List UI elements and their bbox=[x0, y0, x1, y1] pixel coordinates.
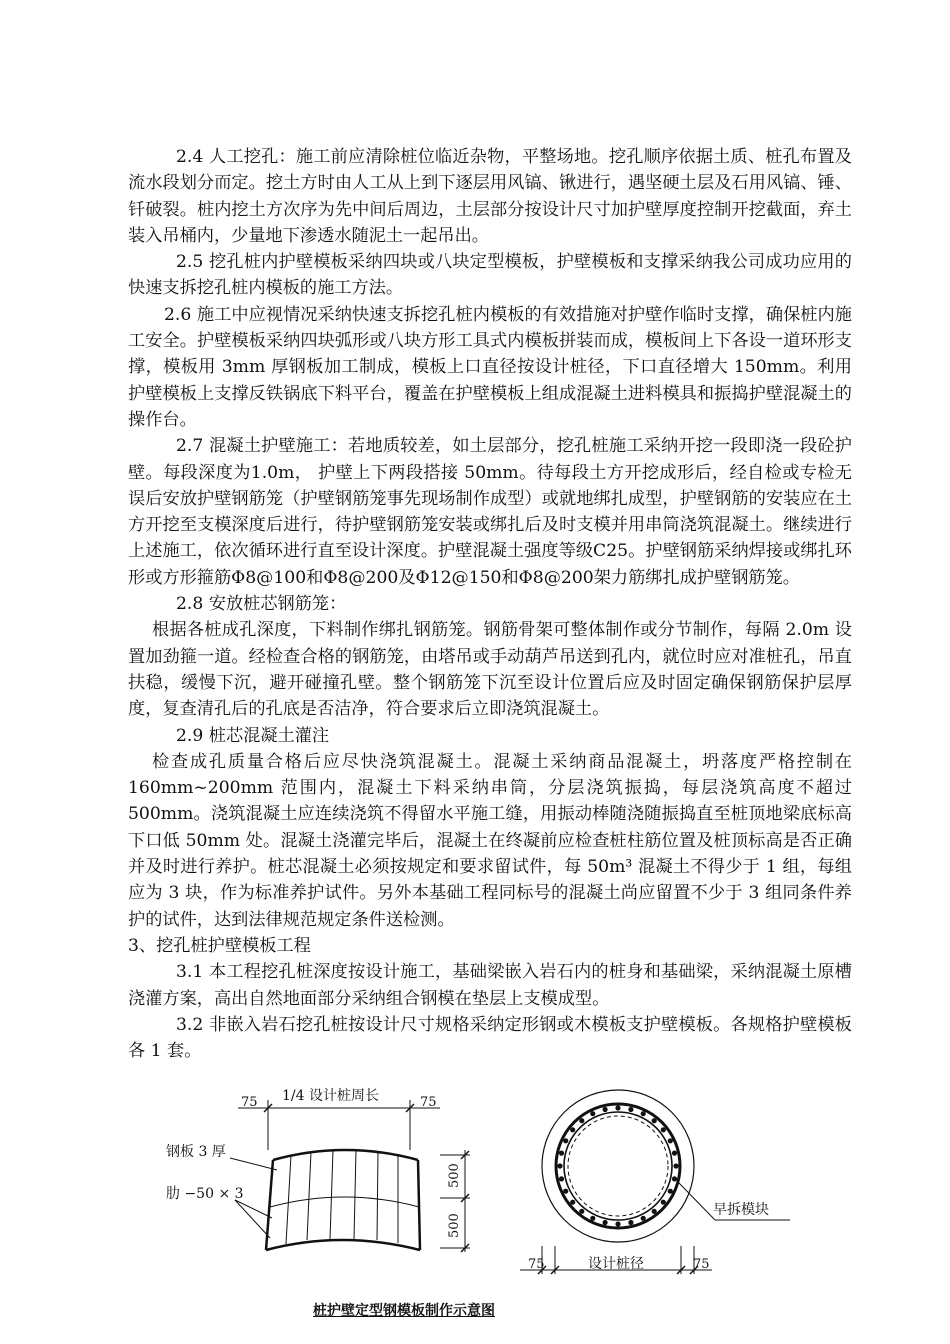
paragraph-2-5: 2.5 挖孔桩内护壁模板采纳四块或八块定型模板，护壁模板和支撑采纳我公司成功应用的快速支拆挖孔桩内模板的施工方法。 bbox=[128, 252, 852, 299]
paragraph-2-6: 2.6 施工中应视情况采纳快速支拆挖孔桩内模板的有效措施对护壁作临时支撑，确保桩内施工安全。护壁模板采纳四块弧形或八块方形工具式内模板拼装而成，模板间上下各设一道环形支撑，模板用 3mm 厚钢板加工制成，模板上口直径按设计桩径，下口直径增大 150mm。利用护壁模板上支撑反铁锅底下料平台，覆盖在护壁模板上组成混凝土进料模具和振捣护壁混凝土的操作台。 bbox=[128, 304, 852, 430]
rebar-dot bbox=[641, 1111, 646, 1116]
circular-section-drawing bbox=[520, 1090, 790, 1274]
rebar-dot bbox=[570, 1127, 575, 1132]
rebar-dot bbox=[628, 1220, 633, 1225]
rebar-dot bbox=[672, 1176, 677, 1181]
quarter-circumference-label: 1/4 设计桩周长 bbox=[282, 1088, 379, 1104]
rebar-dot bbox=[579, 1118, 584, 1123]
rebar-dot bbox=[603, 1220, 608, 1225]
rebar-dot bbox=[590, 1111, 595, 1116]
rebar-dot bbox=[652, 1118, 657, 1123]
rebar-dot bbox=[563, 1138, 568, 1143]
rebar-dot bbox=[668, 1138, 673, 1143]
body-text bbox=[128, 144, 852, 1064]
rebar-dot bbox=[603, 1107, 608, 1112]
paragraph-2-4: 2.4 人工挖孔：施工前应清除桩位临近杂物，平整场地。挖孔顺序依据土质、桩孔布置及流水段划分而定。挖土方时由人工从上到下逐层用风镐、锹进行，遇坚硬土层及石用风镐、锤、钎破裂。桩内挖土方次序为先中间后周边，土层部分按设计尺寸加护壁厚度控制开挖截面，弃土装入吊桶内，少量地下渗透水随泥土一起吊出。 bbox=[128, 147, 852, 246]
paragraph-2-7: 2.7 混凝土护壁施工：若地质较差，如土层部分，挖孔桩施工采纳开挖一段即浇一段砼护壁。每段深度为1.0m， 护壁上下两段搭接 50mm。待每段土方开挖成形后，经自检或专检无误后安放护壁钢筋笼（护壁钢筋笼事先现场制作成型）或就地绑扎成型，护壁钢筋的安装应在土方开挖至支模深度后进行，待护壁钢筋笼安装或绑扎后及时支模并用串筒浇筑混凝土。继续进行上述施工，依次循环进行直至设计深度。护壁混凝土强度等级C25。护壁钢筋采纳焊接或绑扎环形或方形箍筋Φ8@100和Φ8@200及Φ12@150和Φ8@200架力筋绑扎成护壁钢筋笼。 bbox=[128, 436, 852, 588]
quick-removal-module-label: 早拆模块 bbox=[713, 1202, 769, 1218]
rebar-dot bbox=[661, 1200, 666, 1205]
steel-panel-drawing bbox=[230, 1100, 470, 1252]
rebar-dot bbox=[673, 1163, 678, 1168]
rib-label: 肋 −50 × 3 bbox=[166, 1186, 244, 1202]
paragraph-2-8-heading: 2.8 安放桩芯钢筋笼： bbox=[176, 594, 347, 615]
paragraph-3-2: 3.2 非嵌入岩石挖孔桩按设计尺寸规格采纳定形钢或木模板支护壁模板。各规格护壁模板各 1 套。 bbox=[128, 1014, 852, 1062]
rebar-dot bbox=[615, 1221, 620, 1226]
rebar-dot bbox=[668, 1189, 673, 1194]
section-3-heading: 3、挖孔桩护壁模板工程 bbox=[128, 935, 311, 956]
steel-plate-label: 钢板 3 厚 bbox=[166, 1144, 226, 1160]
paragraph-2-9-heading: 2.9 桩芯混凝土灌注 bbox=[176, 725, 330, 746]
rebar-dot bbox=[615, 1105, 620, 1110]
rebar-dot bbox=[672, 1151, 677, 1156]
left-dim-75-b: 75 bbox=[420, 1095, 437, 1110]
height-500-top: 500 bbox=[447, 1163, 462, 1188]
left-dim-75-a: 75 bbox=[241, 1095, 258, 1110]
rebar-dot bbox=[652, 1209, 657, 1214]
paragraph-2-8-body: 根据各桩成孔深度，下料制作绑扎钢筋笼。钢筋骨架可整体制作或分节制作，每隔 2.0m 设置加劲箍一道。经检查合格的钢筋笼，由塔吊或手动葫芦吊送到孔内，就位时应对准桩孔，吊直扶稳，缓慢下沉，避开碰撞孔壁。整个钢筋笼下沉至设计位置后应及时固定确保钢筋保护层厚度，复查清孔后的孔底是否洁净，符合要求后立即浇筑混凝土。 bbox=[128, 620, 852, 720]
design-pile-diameter-label: 设计桩径 bbox=[588, 1256, 644, 1272]
right-dim-75-b: 75 bbox=[693, 1257, 710, 1272]
rebar-dot bbox=[570, 1200, 575, 1205]
rebar-dots bbox=[557, 1105, 678, 1226]
rebar-dot bbox=[628, 1107, 633, 1112]
height-500-bottom: 500 bbox=[447, 1213, 462, 1238]
right-dim-75-a: 75 bbox=[528, 1257, 545, 1272]
rebar-dot bbox=[559, 1151, 564, 1156]
figure-caption: 桩护壁定型钢模板制作示意图 bbox=[313, 1303, 495, 1319]
paragraph-3-1: 3.1 本工程挖孔桩深度按设计施工，基础梁嵌入岩石内的桩身和基础梁，采纳混凝土原槽浇灌方案，高出自然地面部分采纳组合钢模在垫层上支模成型。 bbox=[128, 962, 852, 1009]
rebar-dot bbox=[590, 1216, 595, 1221]
rebar-dot bbox=[661, 1127, 666, 1132]
rebar-dot bbox=[557, 1163, 562, 1168]
rebar-dot bbox=[563, 1189, 568, 1194]
rebar-dot bbox=[579, 1209, 584, 1214]
paragraph-2-9-body: 检查成孔质量合格后应尽快浇筑混凝土。混凝土采纳商品混凝土，坍落度严格控制在 160mm~200mm 范围内，混凝土下料采纳串筒，分层浇筑振捣，每层浇筑高度不超过 500mm。浇筑混凝土应连续浇筑不得留水平施工缝，用振动棒随浇随振捣直至桩顶地梁底标高下口低 50mm 处。混凝土浇灌完毕后，混凝土在终凝前应检查桩柱筋位置及桩顶标高是否正确并及时进行养护。桩芯混凝土必须按规定和要求留试件，每 50m³ 混凝土不得少于 1 组，每组应为 3 块，作为标准养护试件。另外本基础工程同标号的混凝土尚应留置不少于 3 组同条件养护的试件，达到法律规范规定条件送检测。 bbox=[128, 751, 852, 930]
rebar-dot bbox=[559, 1176, 564, 1181]
rebar-dot bbox=[641, 1216, 646, 1221]
